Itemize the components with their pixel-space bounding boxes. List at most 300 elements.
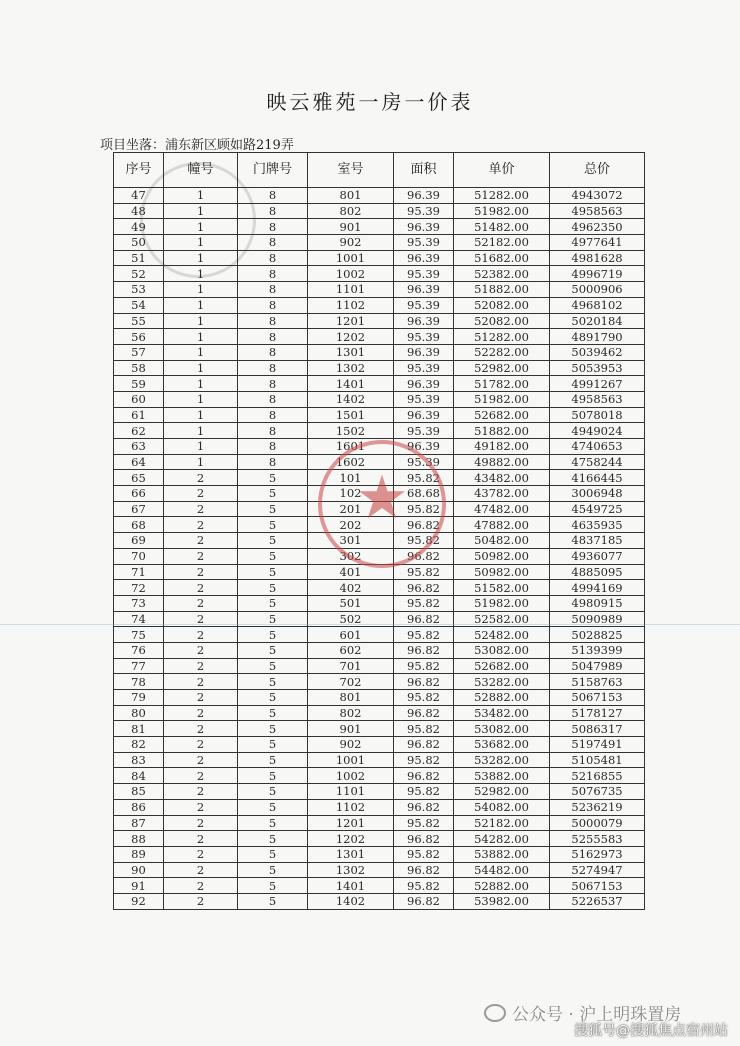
cell-total-price: 5178127 bbox=[550, 705, 645, 721]
cell-area: 95.82 bbox=[394, 752, 454, 768]
cell-room: 702 bbox=[308, 674, 394, 690]
cell-unit-price: 53682.00 bbox=[454, 737, 550, 753]
cell-total-price: 5076735 bbox=[550, 784, 645, 800]
cell-unit-price: 53882.00 bbox=[454, 846, 550, 862]
cell-building: 1 bbox=[164, 266, 238, 282]
cell-door: 5 bbox=[238, 548, 308, 564]
cell-building: 2 bbox=[164, 642, 238, 658]
table-row bbox=[114, 329, 645, 345]
cell-door: 5 bbox=[238, 658, 308, 674]
cell-unit-price: 51282.00 bbox=[454, 329, 550, 345]
cell-room: 1402 bbox=[308, 893, 394, 909]
cell-index: 53 bbox=[114, 282, 164, 298]
cell-unit-price: 52082.00 bbox=[454, 297, 550, 313]
cell-total-price: 5139399 bbox=[550, 642, 645, 658]
cell-unit-price: 52882.00 bbox=[454, 878, 550, 894]
cell-building: 2 bbox=[164, 815, 238, 831]
cell-door: 5 bbox=[238, 705, 308, 721]
cell-door: 5 bbox=[238, 533, 308, 549]
cell-index: 91 bbox=[114, 878, 164, 894]
cell-building: 2 bbox=[164, 799, 238, 815]
cell-building: 2 bbox=[164, 690, 238, 706]
cell-area: 95.39 bbox=[394, 266, 454, 282]
cell-room: 1301 bbox=[308, 344, 394, 360]
cell-index: 69 bbox=[114, 533, 164, 549]
table-row bbox=[114, 878, 645, 894]
cell-building: 1 bbox=[164, 329, 238, 345]
cell-door: 8 bbox=[238, 454, 308, 470]
cell-total-price: 5067153 bbox=[550, 878, 645, 894]
cell-unit-price: 53282.00 bbox=[454, 752, 550, 768]
table-row bbox=[114, 705, 645, 721]
cell-unit-price: 52682.00 bbox=[454, 407, 550, 423]
cell-index: 62 bbox=[114, 423, 164, 439]
cell-door: 5 bbox=[238, 517, 308, 533]
cell-index: 72 bbox=[114, 580, 164, 596]
cell-door: 5 bbox=[238, 846, 308, 862]
cell-index: 57 bbox=[114, 344, 164, 360]
cell-area: 96.82 bbox=[394, 611, 454, 627]
cell-unit-price: 52982.00 bbox=[454, 784, 550, 800]
cell-building: 2 bbox=[164, 752, 238, 768]
table-row bbox=[114, 360, 645, 376]
cell-unit-price: 54282.00 bbox=[454, 831, 550, 847]
cell-index: 50 bbox=[114, 235, 164, 251]
cell-room: 102 bbox=[308, 486, 394, 502]
cell-unit-price: 52682.00 bbox=[454, 658, 550, 674]
table-row bbox=[114, 203, 645, 219]
cell-unit-price: 47882.00 bbox=[454, 517, 550, 533]
cell-index: 66 bbox=[114, 486, 164, 502]
table-row bbox=[114, 313, 645, 329]
table-row bbox=[114, 486, 645, 502]
cell-door: 5 bbox=[238, 595, 308, 611]
cell-total-price: 5255583 bbox=[550, 831, 645, 847]
cell-index: 55 bbox=[114, 313, 164, 329]
cell-building: 2 bbox=[164, 831, 238, 847]
cell-unit-price: 52182.00 bbox=[454, 815, 550, 831]
cell-building: 2 bbox=[164, 533, 238, 549]
cell-total-price: 4962350 bbox=[550, 219, 645, 235]
table-row bbox=[114, 831, 645, 847]
table-row bbox=[114, 580, 645, 596]
cell-door: 8 bbox=[238, 282, 308, 298]
cell-index: 71 bbox=[114, 564, 164, 580]
cell-index: 70 bbox=[114, 548, 164, 564]
cell-room: 1201 bbox=[308, 815, 394, 831]
cell-door: 5 bbox=[238, 799, 308, 815]
cell-unit-price: 53882.00 bbox=[454, 768, 550, 784]
cell-building: 1 bbox=[164, 344, 238, 360]
cell-unit-price: 51982.00 bbox=[454, 391, 550, 407]
cell-building: 2 bbox=[164, 768, 238, 784]
cell-area: 95.82 bbox=[394, 878, 454, 894]
cell-index: 60 bbox=[114, 391, 164, 407]
header-index: 序号 bbox=[114, 153, 164, 188]
cell-unit-price: 52182.00 bbox=[454, 235, 550, 251]
cell-area: 95.82 bbox=[394, 690, 454, 706]
cell-door: 8 bbox=[238, 235, 308, 251]
cell-room: 101 bbox=[308, 470, 394, 486]
table-row bbox=[114, 266, 645, 282]
cell-total-price: 4994169 bbox=[550, 580, 645, 596]
cell-door: 5 bbox=[238, 642, 308, 658]
cell-door: 5 bbox=[238, 580, 308, 596]
cell-building: 2 bbox=[164, 846, 238, 862]
cell-room: 1001 bbox=[308, 752, 394, 768]
cell-total-price: 5105481 bbox=[550, 752, 645, 768]
table-row bbox=[114, 235, 645, 251]
cell-index: 88 bbox=[114, 831, 164, 847]
table-row bbox=[114, 799, 645, 815]
cell-unit-price: 51682.00 bbox=[454, 250, 550, 266]
cell-index: 92 bbox=[114, 893, 164, 909]
cell-door: 5 bbox=[238, 501, 308, 517]
cell-building: 1 bbox=[164, 282, 238, 298]
cell-building: 1 bbox=[164, 250, 238, 266]
cell-room: 1302 bbox=[308, 360, 394, 376]
cell-total-price: 4891790 bbox=[550, 329, 645, 345]
cell-index: 48 bbox=[114, 203, 164, 219]
cell-index: 59 bbox=[114, 376, 164, 392]
cell-unit-price: 53082.00 bbox=[454, 642, 550, 658]
cell-area: 95.82 bbox=[394, 470, 454, 486]
price-table bbox=[113, 152, 645, 910]
cell-index: 64 bbox=[114, 454, 164, 470]
cell-total-price: 5086317 bbox=[550, 721, 645, 737]
cell-area: 95.82 bbox=[394, 784, 454, 800]
cell-room: 502 bbox=[308, 611, 394, 627]
cell-door: 5 bbox=[238, 878, 308, 894]
cell-door: 5 bbox=[238, 893, 308, 909]
cell-door: 8 bbox=[238, 188, 308, 204]
cell-unit-price: 52582.00 bbox=[454, 611, 550, 627]
cell-total-price: 4549725 bbox=[550, 501, 645, 517]
cell-room: 1302 bbox=[308, 862, 394, 878]
cell-unit-price: 51982.00 bbox=[454, 203, 550, 219]
cell-index: 58 bbox=[114, 360, 164, 376]
cell-index: 56 bbox=[114, 329, 164, 345]
table-row bbox=[114, 533, 645, 549]
table-row bbox=[114, 893, 645, 909]
cell-index: 73 bbox=[114, 595, 164, 611]
cell-index: 81 bbox=[114, 721, 164, 737]
cell-room: 1402 bbox=[308, 391, 394, 407]
cell-room: 401 bbox=[308, 564, 394, 580]
cell-area: 95.39 bbox=[394, 329, 454, 345]
cell-unit-price: 54482.00 bbox=[454, 862, 550, 878]
cell-index: 83 bbox=[114, 752, 164, 768]
cell-total-price: 4996719 bbox=[550, 266, 645, 282]
cell-building: 2 bbox=[164, 658, 238, 674]
cell-building: 1 bbox=[164, 391, 238, 407]
cell-room: 1201 bbox=[308, 313, 394, 329]
cell-building: 2 bbox=[164, 564, 238, 580]
cell-door: 8 bbox=[238, 376, 308, 392]
cell-unit-price: 51782.00 bbox=[454, 376, 550, 392]
cell-unit-price: 53482.00 bbox=[454, 705, 550, 721]
cell-index: 49 bbox=[114, 219, 164, 235]
cell-index: 85 bbox=[114, 784, 164, 800]
cell-area: 95.39 bbox=[394, 203, 454, 219]
header-room: 室号 bbox=[308, 153, 394, 188]
cell-area: 95.39 bbox=[394, 391, 454, 407]
sohu-watermark: 搜狐号@搜狐焦点宿州站 bbox=[574, 1023, 728, 1039]
table-row bbox=[114, 862, 645, 878]
cell-index: 82 bbox=[114, 737, 164, 753]
cell-building: 2 bbox=[164, 548, 238, 564]
cell-total-price: 5197491 bbox=[550, 737, 645, 753]
cell-building: 1 bbox=[164, 219, 238, 235]
cell-door: 5 bbox=[238, 831, 308, 847]
cell-index: 89 bbox=[114, 846, 164, 862]
cell-total-price: 4837185 bbox=[550, 533, 645, 549]
project-location: 项目坐落：浦东新区顾如路219弄 bbox=[100, 138, 294, 153]
cell-building: 1 bbox=[164, 407, 238, 423]
cell-building: 2 bbox=[164, 721, 238, 737]
cell-room: 1101 bbox=[308, 282, 394, 298]
cell-unit-price: 52382.00 bbox=[454, 266, 550, 282]
cell-unit-price: 43782.00 bbox=[454, 486, 550, 502]
table-row bbox=[114, 344, 645, 360]
cell-total-price: 5000079 bbox=[550, 815, 645, 831]
cell-area: 96.82 bbox=[394, 862, 454, 878]
cell-building: 2 bbox=[164, 674, 238, 690]
cell-room: 901 bbox=[308, 721, 394, 737]
cell-room: 501 bbox=[308, 595, 394, 611]
cell-area: 96.82 bbox=[394, 737, 454, 753]
table-header-row bbox=[114, 153, 645, 188]
cell-door: 8 bbox=[238, 203, 308, 219]
table-row bbox=[114, 219, 645, 235]
cell-total-price: 5047989 bbox=[550, 658, 645, 674]
cell-area: 96.82 bbox=[394, 642, 454, 658]
cell-area: 68.68 bbox=[394, 486, 454, 502]
cell-unit-price: 50982.00 bbox=[454, 564, 550, 580]
cell-unit-price: 52482.00 bbox=[454, 627, 550, 643]
cell-building: 2 bbox=[164, 862, 238, 878]
header-building: 幢号 bbox=[164, 153, 238, 188]
cell-index: 61 bbox=[114, 407, 164, 423]
cell-unit-price: 49882.00 bbox=[454, 454, 550, 470]
cell-index: 80 bbox=[114, 705, 164, 721]
cell-door: 5 bbox=[238, 862, 308, 878]
cell-building: 2 bbox=[164, 501, 238, 517]
cell-building: 1 bbox=[164, 423, 238, 439]
cell-door: 8 bbox=[238, 329, 308, 345]
cell-door: 8 bbox=[238, 219, 308, 235]
cell-area: 95.82 bbox=[394, 564, 454, 580]
cell-room: 1401 bbox=[308, 376, 394, 392]
table-row bbox=[114, 721, 645, 737]
cell-room: 902 bbox=[308, 737, 394, 753]
cell-door: 8 bbox=[238, 344, 308, 360]
cell-room: 601 bbox=[308, 627, 394, 643]
cell-room: 802 bbox=[308, 203, 394, 219]
cell-total-price: 4958563 bbox=[550, 203, 645, 219]
cell-total-price: 4740653 bbox=[550, 439, 645, 455]
cell-room: 1101 bbox=[308, 784, 394, 800]
scan-fold-line bbox=[0, 624, 740, 625]
wechat-icon bbox=[484, 1004, 506, 1022]
cell-index: 68 bbox=[114, 517, 164, 533]
cell-index: 90 bbox=[114, 862, 164, 878]
cell-door: 8 bbox=[238, 439, 308, 455]
table-row bbox=[114, 815, 645, 831]
cell-unit-price: 51882.00 bbox=[454, 423, 550, 439]
cell-area: 95.82 bbox=[394, 595, 454, 611]
cell-area: 95.82 bbox=[394, 846, 454, 862]
cell-room: 1002 bbox=[308, 768, 394, 784]
table-row bbox=[114, 517, 645, 533]
cell-room: 802 bbox=[308, 705, 394, 721]
cell-building: 1 bbox=[164, 313, 238, 329]
cell-door: 5 bbox=[238, 627, 308, 643]
cell-total-price: 4958563 bbox=[550, 391, 645, 407]
table-row bbox=[114, 784, 645, 800]
cell-building: 1 bbox=[164, 454, 238, 470]
cell-index: 77 bbox=[114, 658, 164, 674]
cell-index: 76 bbox=[114, 642, 164, 658]
cell-total-price: 5216855 bbox=[550, 768, 645, 784]
table-row bbox=[114, 658, 645, 674]
table-row bbox=[114, 846, 645, 862]
cell-area: 96.39 bbox=[394, 282, 454, 298]
cell-area: 96.39 bbox=[394, 188, 454, 204]
cell-unit-price: 51982.00 bbox=[454, 595, 550, 611]
cell-area: 96.39 bbox=[394, 250, 454, 266]
cell-total-price: 4949024 bbox=[550, 423, 645, 439]
cell-total-price: 4936077 bbox=[550, 548, 645, 564]
cell-room: 701 bbox=[308, 658, 394, 674]
cell-door: 8 bbox=[238, 250, 308, 266]
cell-building: 1 bbox=[164, 203, 238, 219]
cell-total-price: 5078018 bbox=[550, 407, 645, 423]
cell-building: 1 bbox=[164, 360, 238, 376]
cell-room: 602 bbox=[308, 642, 394, 658]
header-unit-price: 单价 bbox=[454, 153, 550, 188]
cell-index: 65 bbox=[114, 470, 164, 486]
cell-room: 1002 bbox=[308, 266, 394, 282]
cell-index: 78 bbox=[114, 674, 164, 690]
cell-total-price: 5028825 bbox=[550, 627, 645, 643]
cell-building: 1 bbox=[164, 439, 238, 455]
cell-unit-price: 53282.00 bbox=[454, 674, 550, 690]
cell-building: 2 bbox=[164, 595, 238, 611]
cell-door: 8 bbox=[238, 360, 308, 376]
cell-building: 2 bbox=[164, 705, 238, 721]
cell-area: 95.82 bbox=[394, 627, 454, 643]
cell-area: 95.82 bbox=[394, 721, 454, 737]
cell-building: 2 bbox=[164, 737, 238, 753]
cell-index: 63 bbox=[114, 439, 164, 455]
cell-total-price: 4980915 bbox=[550, 595, 645, 611]
cell-building: 2 bbox=[164, 893, 238, 909]
wechat-watermark-text: 公众号 · 沪上明珠置房 bbox=[512, 1005, 682, 1025]
cell-door: 8 bbox=[238, 266, 308, 282]
cell-area: 95.39 bbox=[394, 423, 454, 439]
cell-index: 54 bbox=[114, 297, 164, 313]
cell-index: 84 bbox=[114, 768, 164, 784]
cell-total-price: 5158763 bbox=[550, 674, 645, 690]
cell-total-price: 4981628 bbox=[550, 250, 645, 266]
cell-total-price: 5000906 bbox=[550, 282, 645, 298]
cell-area: 96.39 bbox=[394, 407, 454, 423]
table-row bbox=[114, 250, 645, 266]
table-row bbox=[114, 501, 645, 517]
cell-area: 96.39 bbox=[394, 313, 454, 329]
cell-area: 95.39 bbox=[394, 360, 454, 376]
cell-area: 96.82 bbox=[394, 580, 454, 596]
cell-room: 1001 bbox=[308, 250, 394, 266]
header-door: 门牌号 bbox=[238, 153, 308, 188]
cell-unit-price: 51882.00 bbox=[454, 282, 550, 298]
table-row bbox=[114, 642, 645, 658]
cell-index: 52 bbox=[114, 266, 164, 282]
cell-building: 2 bbox=[164, 486, 238, 502]
cell-room: 1102 bbox=[308, 799, 394, 815]
cell-building: 2 bbox=[164, 580, 238, 596]
cell-total-price: 4943072 bbox=[550, 188, 645, 204]
cell-building: 2 bbox=[164, 611, 238, 627]
table-row bbox=[114, 564, 645, 580]
cell-area: 96.82 bbox=[394, 517, 454, 533]
table-row bbox=[114, 548, 645, 564]
table-row bbox=[114, 627, 645, 643]
cell-room: 301 bbox=[308, 533, 394, 549]
cell-unit-price: 43482.00 bbox=[454, 470, 550, 486]
cell-room: 1602 bbox=[308, 454, 394, 470]
cell-area: 95.82 bbox=[394, 658, 454, 674]
cell-unit-price: 49182.00 bbox=[454, 439, 550, 455]
cell-total-price: 4885095 bbox=[550, 564, 645, 580]
cell-door: 8 bbox=[238, 297, 308, 313]
cell-index: 75 bbox=[114, 627, 164, 643]
table-row bbox=[114, 391, 645, 407]
cell-unit-price: 52082.00 bbox=[454, 313, 550, 329]
table-row bbox=[114, 737, 645, 753]
table-row bbox=[114, 454, 645, 470]
cell-total-price: 5020184 bbox=[550, 313, 645, 329]
cell-index: 47 bbox=[114, 188, 164, 204]
document-title: 映云雅苑一房一价表 bbox=[266, 90, 474, 114]
cell-door: 5 bbox=[238, 784, 308, 800]
cell-room: 801 bbox=[308, 188, 394, 204]
cell-unit-price: 52982.00 bbox=[454, 360, 550, 376]
cell-building: 1 bbox=[164, 297, 238, 313]
cell-building: 2 bbox=[164, 878, 238, 894]
cell-area: 96.82 bbox=[394, 831, 454, 847]
cell-unit-price: 51282.00 bbox=[454, 188, 550, 204]
cell-unit-price: 53982.00 bbox=[454, 893, 550, 909]
cell-room: 902 bbox=[308, 235, 394, 251]
cell-area: 96.39 bbox=[394, 344, 454, 360]
cell-total-price: 5090989 bbox=[550, 611, 645, 627]
cell-door: 8 bbox=[238, 313, 308, 329]
cell-room: 1502 bbox=[308, 423, 394, 439]
cell-area: 96.82 bbox=[394, 674, 454, 690]
cell-door: 5 bbox=[238, 690, 308, 706]
cell-building: 2 bbox=[164, 784, 238, 800]
cell-room: 302 bbox=[308, 548, 394, 564]
cell-total-price: 5067153 bbox=[550, 690, 645, 706]
cell-building: 1 bbox=[164, 376, 238, 392]
cell-door: 5 bbox=[238, 470, 308, 486]
cell-total-price: 4968102 bbox=[550, 297, 645, 313]
cell-unit-price: 54082.00 bbox=[454, 799, 550, 815]
cell-total-price: 5226537 bbox=[550, 893, 645, 909]
cell-door: 5 bbox=[238, 737, 308, 753]
